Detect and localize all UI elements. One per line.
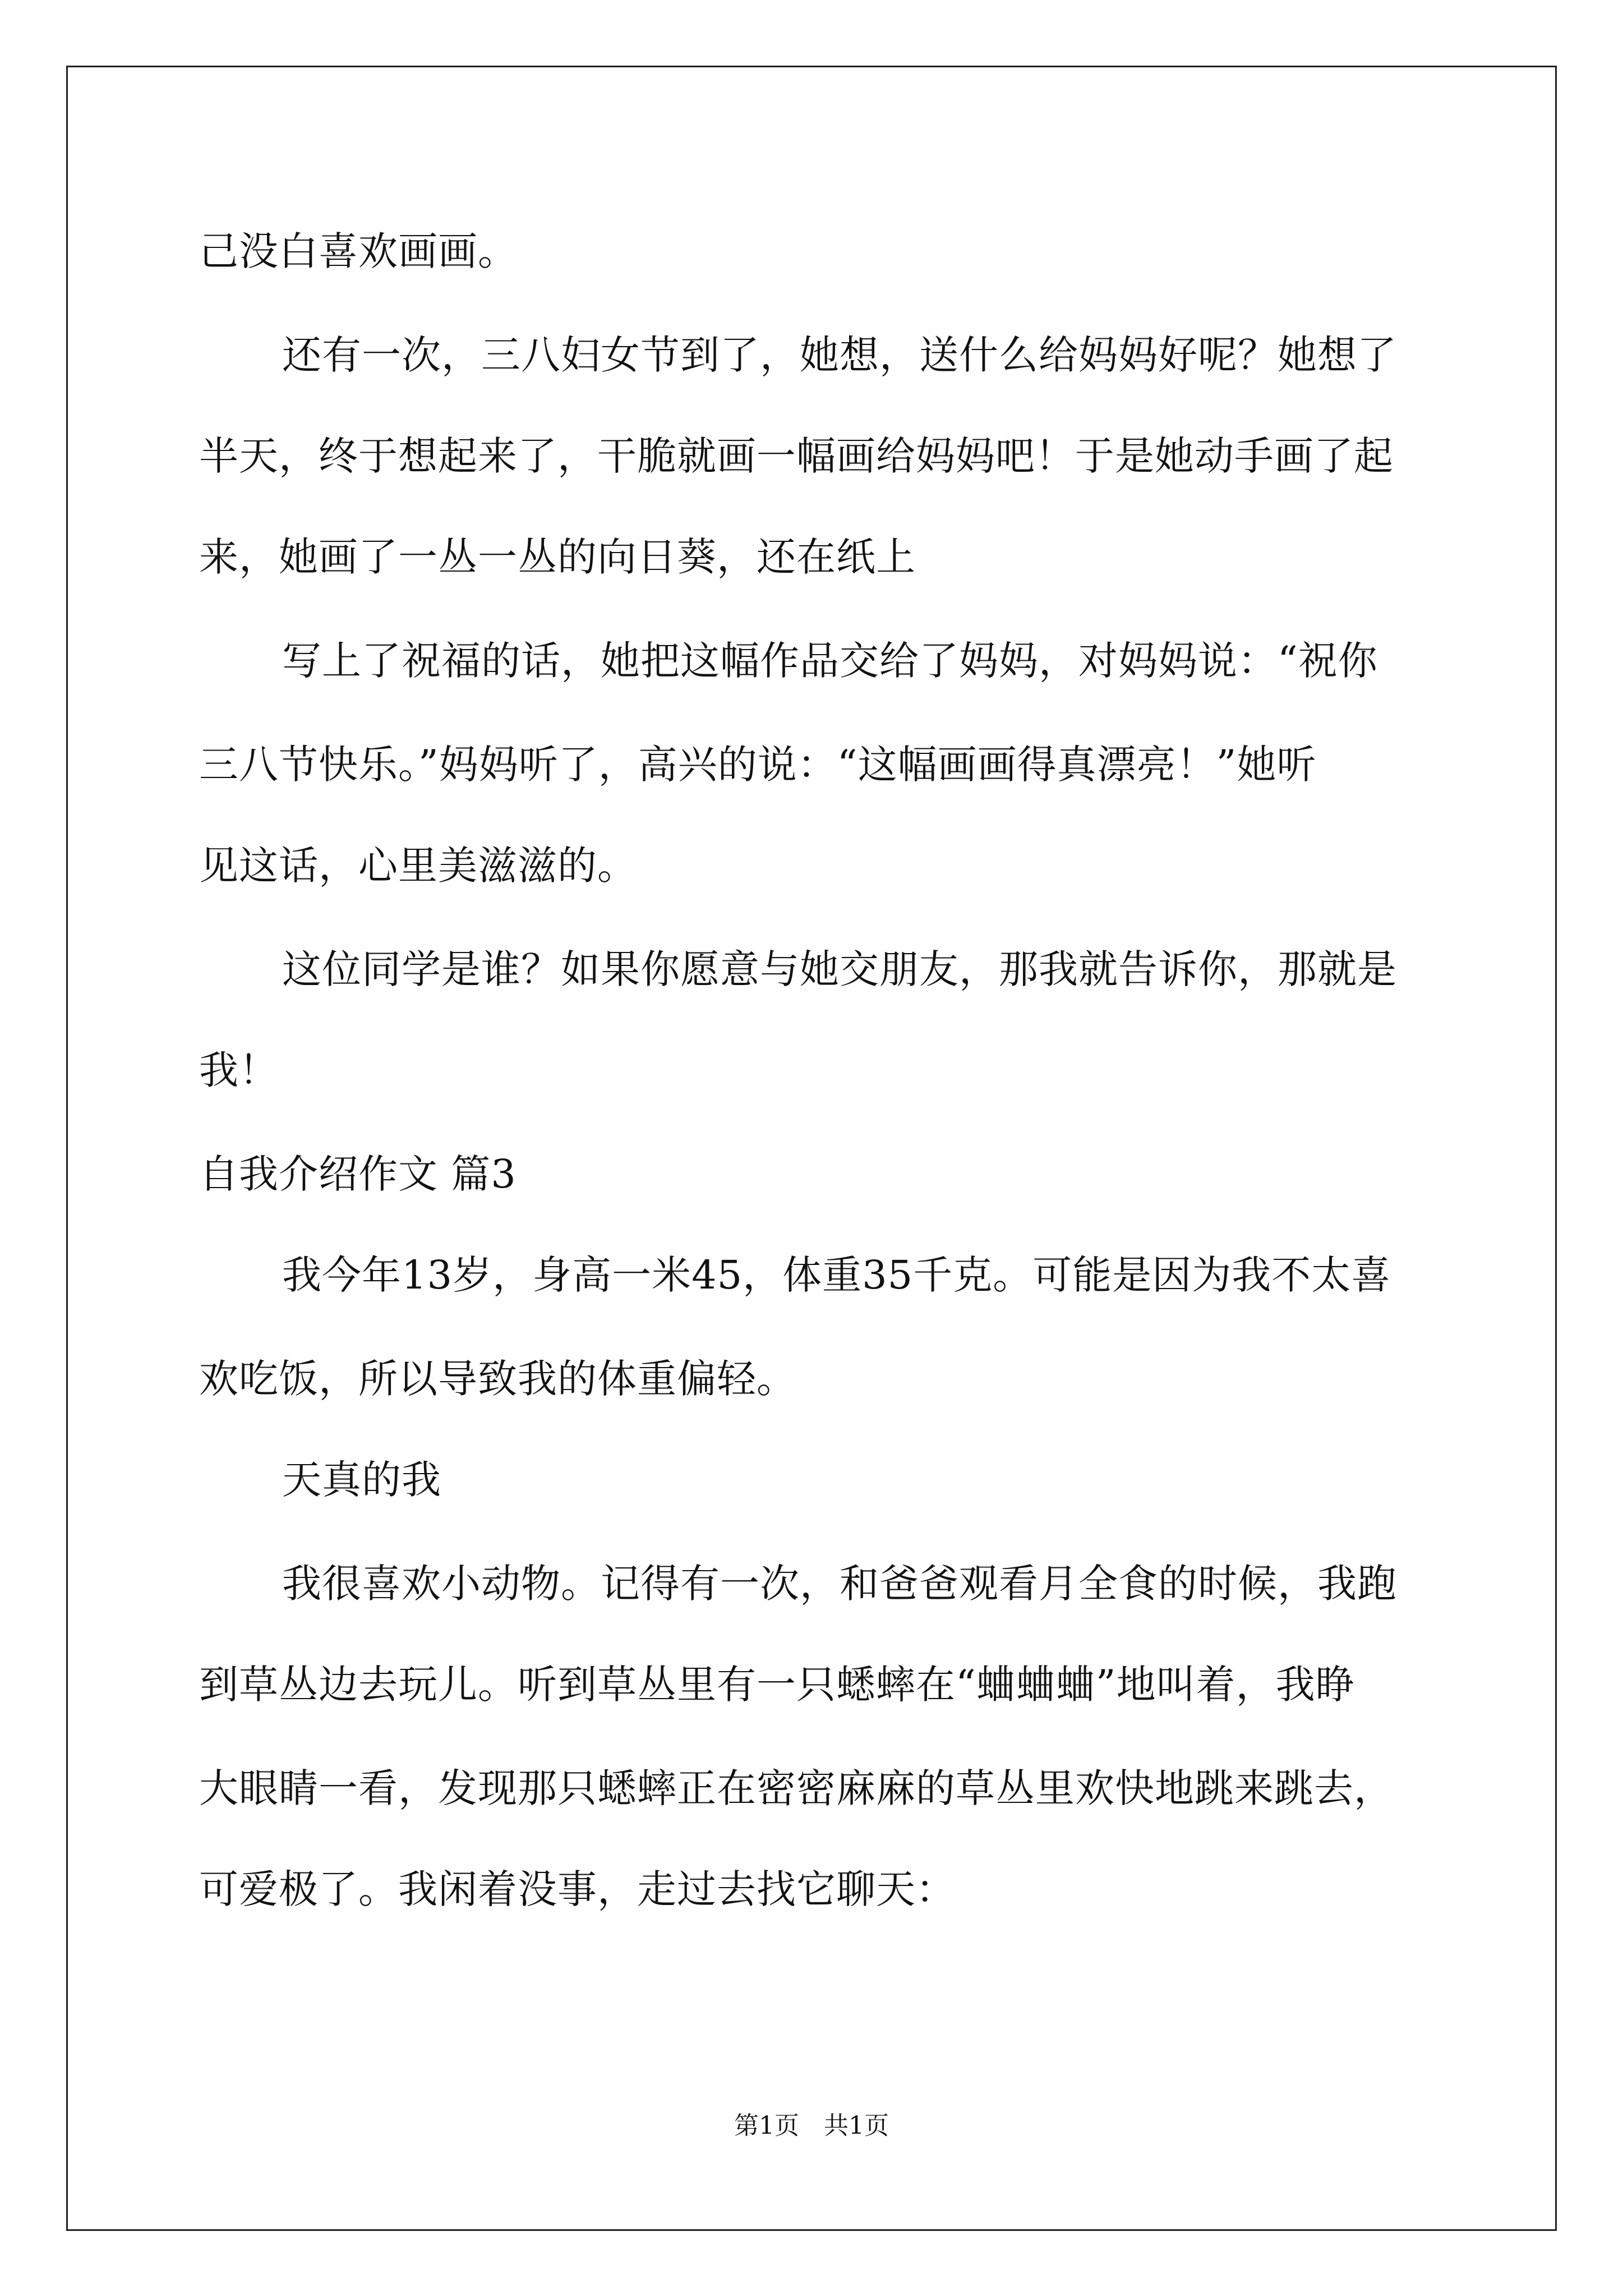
text-line: 大眼睛一看，发现那只蟋蟀正在密密麻麻的草丛里欢快地跳来跳去， xyxy=(199,1765,1394,1811)
text-line: 到草丛边去玩儿。听到草丛里有一只蟋蟀在“蛐蛐蛐”地叫着，我睁 xyxy=(199,1662,1355,1708)
text-line: 这位同学是谁？如果你愿意与她交朋友，那我就告诉你，那就是 xyxy=(282,946,1397,992)
text-line: 还有一次，三八妇女节到了，她想，送什么给妈妈好呢？她想了 xyxy=(282,332,1397,378)
text-line: 己没白喜欢画画。 xyxy=(199,228,518,274)
text-line: 三八节快乐。”妈妈听了，高兴的说：“这幅画画得真漂亮！”她听 xyxy=(199,742,1317,788)
text-line: 来，她画了一丛一丛的向日葵，还在纸上 xyxy=(199,534,916,580)
text-line: 天真的我 xyxy=(282,1457,441,1503)
text-line: 我今年13岁，身高一米45，体重35千克。可能是因为我不太喜 xyxy=(282,1252,1391,1298)
text-line: 我很喜欢小动物。记得有一次，和爸爸观看月全食的时候，我跑 xyxy=(282,1561,1397,1607)
text-line: 见这话，心里美滋滋的。 xyxy=(199,843,637,889)
text-line: 半天，终于想起来了，干脆就画一幅画给妈妈吧！于是她动手画了起 xyxy=(199,433,1394,479)
text-line: 我！ xyxy=(199,1047,279,1093)
text-line: 可爱极了。我闲着没事，走过去找它聊天： xyxy=(199,1866,956,1912)
section-heading: 自我介绍作文 篇3 xyxy=(199,1151,517,1197)
page-footer: 第1页 共1页 xyxy=(734,2111,889,2140)
text-line: 欢吃饭，所以导致我的体重偏轻。 xyxy=(199,1356,796,1402)
text-line: 写上了祝福的话，她把这幅作品交给了妈妈，对妈妈说：“祝你 xyxy=(282,638,1378,684)
